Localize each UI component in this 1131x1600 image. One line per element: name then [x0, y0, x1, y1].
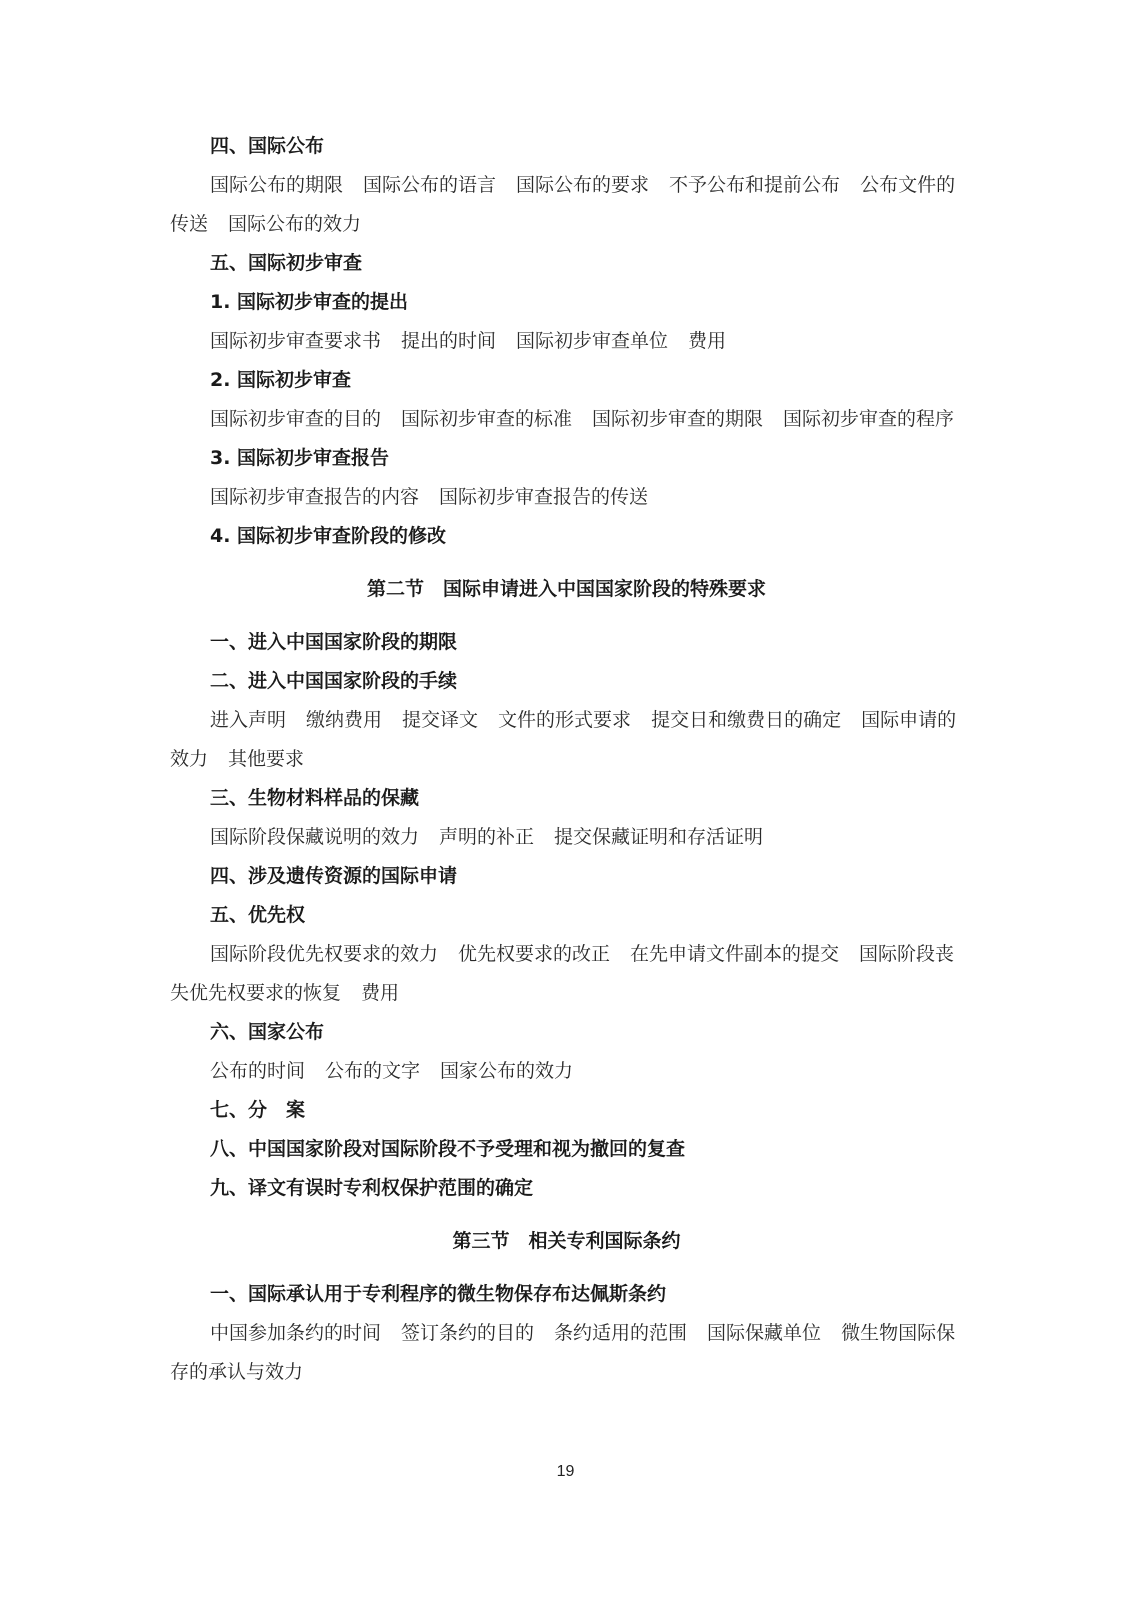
list-item: 其他要求 [228, 748, 305, 770]
list-item: 费用 [361, 982, 400, 1004]
list-item: 国际初步审查要求书 [210, 330, 382, 352]
subheading-examination: 2. 国际初步审查 [210, 369, 352, 391]
list-item: 不予公布和提前公布 [669, 174, 841, 196]
paragraph-biological-material [170, 818, 963, 857]
section-title-3: 第三节 相关专利国际条约 [452, 1230, 681, 1252]
list-item: 提交日和缴费日的确定 [651, 709, 842, 731]
page-number: 19 [556, 1463, 575, 1480]
list-item: 国际初步审查报告的传送 [439, 486, 649, 508]
list-item: 国际初步审查报告的内容 [210, 486, 420, 508]
list-item: 优先权要求的改正 [458, 943, 611, 965]
subheading-demand: 1. 国际初步审查的提出 [210, 291, 409, 313]
list-item: 国际阶段保藏说明的效力 [210, 826, 420, 848]
paragraph-priority [170, 935, 963, 1013]
subheading-amendment: 4. 国际初步审查阶段的修改 [210, 525, 447, 547]
heading-translation-error: 九、译文有误时专利权保护范围的确定 [210, 1177, 534, 1199]
list-item: 签订条约的目的 [401, 1322, 535, 1344]
paragraph-budapest-treaty [170, 1314, 963, 1392]
paragraph-examination [170, 400, 963, 439]
list-item: 条约适用的范围 [554, 1322, 688, 1344]
list-item: 国际初步审查的期限 [592, 408, 764, 430]
list-item: 国际初步审查的程序 [783, 408, 955, 430]
heading-time-limit: 一、进入中国国家阶段的期限 [210, 631, 458, 653]
list-item: 公布的时间 [210, 1060, 306, 1082]
list-item: 费用 [688, 330, 727, 352]
paragraph-procedures [170, 701, 963, 779]
heading-budapest-treaty: 一、国际承认用于专利程序的微生物保存布达佩斯条约 [210, 1283, 667, 1305]
subheading-report: 3. 国际初步审查报告 [210, 447, 390, 469]
heading-national-publication: 六、国家公布 [210, 1021, 325, 1043]
list-item: 国际公布的语言 [363, 174, 497, 196]
list-item: 文件的形式要求 [498, 709, 632, 731]
paragraph-demand [170, 322, 963, 361]
list-item: 进入声明 [210, 709, 287, 731]
list-item: 缴纳费用 [306, 709, 383, 731]
heading-procedures: 二、进入中国国家阶段的手续 [210, 670, 458, 692]
list-item: 公布的文字 [325, 1060, 421, 1082]
paragraph-international-publication [170, 166, 963, 244]
list-item: 国际申请的效力 [170, 709, 957, 770]
list-item: 国际阶段丧失优先权要求的恢复 [170, 943, 955, 1004]
list-item: 国际阶段优先权要求的效力 [210, 943, 439, 965]
list-item: 提交译文 [402, 709, 479, 731]
heading-genetic-resources: 四、涉及遗传资源的国际申请 [210, 865, 458, 887]
heading-review: 八、中国国家阶段对国际阶段不予受理和视为撤回的复查 [210, 1138, 686, 1160]
page-content [170, 127, 963, 1392]
paragraph-report [170, 478, 963, 517]
section-title-2: 第二节 国际申请进入中国国家阶段的特殊要求 [366, 578, 766, 600]
list-item: 在先申请文件副本的提交 [630, 943, 840, 965]
list-item: 公布文件的传送 [170, 174, 956, 235]
list-item: 国际初步审查的标准 [401, 408, 573, 430]
list-item: 提出的时间 [401, 330, 497, 352]
list-item: 国际初步审查单位 [516, 330, 669, 352]
heading-biological-material: 三、生物材料样品的保藏 [210, 787, 420, 809]
list-item: 国家公布的效力 [440, 1060, 574, 1082]
heading-preliminary-examination: 五、国际初步审查 [210, 252, 363, 274]
heading-priority: 五、优先权 [210, 904, 306, 926]
list-item: 国际保藏单位 [707, 1322, 822, 1344]
list-item: 国际公布的期限 [210, 174, 344, 196]
list-item: 提交保藏证明和存活证明 [554, 826, 764, 848]
list-item: 国际公布的要求 [516, 174, 650, 196]
heading-divisional: 七、分 案 [210, 1099, 306, 1121]
list-item: 声明的补正 [439, 826, 535, 848]
list-item: 微生物国际保存的承认与效力 [170, 1322, 956, 1383]
list-item: 国际初步审查的目的 [210, 408, 382, 430]
list-item: 中国参加条约的时间 [210, 1322, 382, 1344]
heading-international-publication: 四、国际公布 [210, 135, 325, 157]
list-item: 国际公布的效力 [228, 213, 362, 235]
paragraph-national-publication [170, 1052, 963, 1091]
